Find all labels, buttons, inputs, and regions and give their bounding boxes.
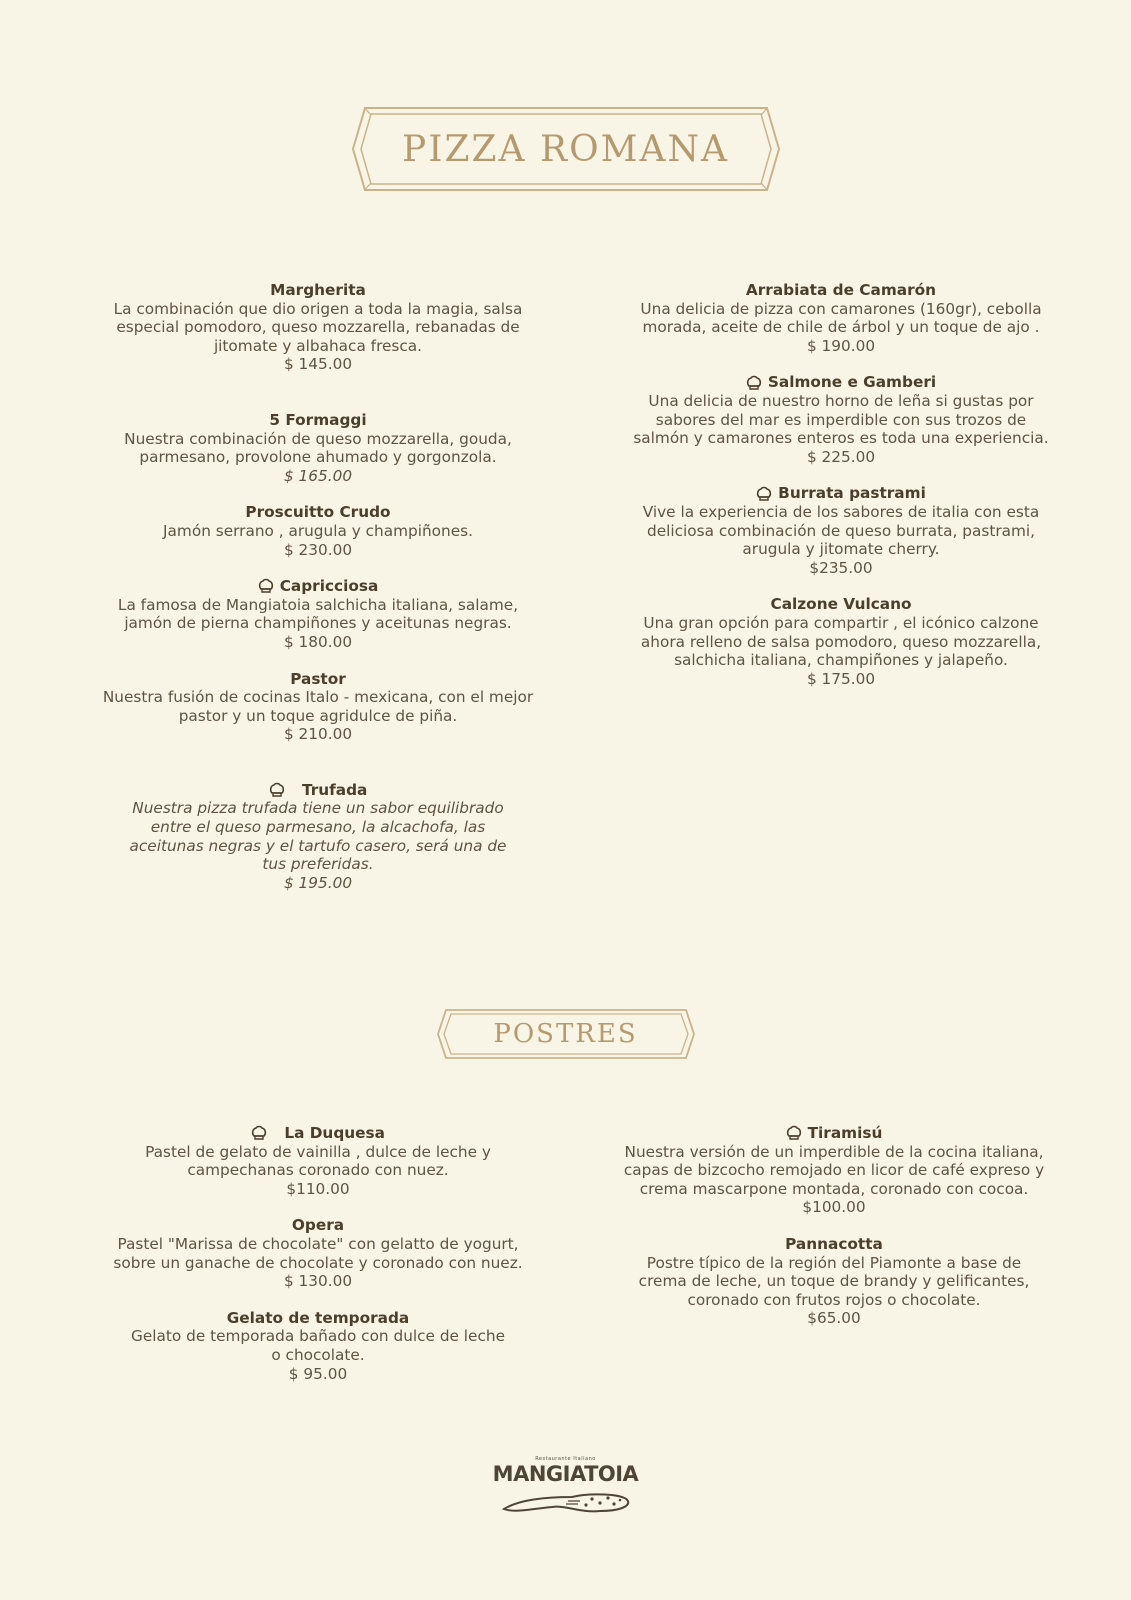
item-price: $ 180.00 — [283, 632, 353, 651]
chef-hat-icon — [786, 1125, 802, 1141]
item-description: Jamón serrano , arugula y champiñones. — [163, 521, 473, 540]
item-name: Margherita — [270, 281, 366, 299]
item-price: $65.00 — [807, 1309, 861, 1328]
item-description: Una delicia de pizza con camarones (160gr), cebolla morada, aceite de chile de árbol y un toque de ajo . — [640, 299, 1042, 337]
chef-hat-icon — [251, 1125, 267, 1141]
item-name: La Duquesa — [112, 1124, 524, 1143]
item-price: $ 225.00 — [806, 447, 876, 466]
menu-item — [620, 373, 1062, 466]
item-price: $ 95.00 — [288, 1364, 348, 1383]
item-price: $ 210.00 — [283, 725, 353, 744]
item-price: $ 130.00 — [283, 1272, 353, 1291]
chef-hat-icon — [269, 782, 285, 798]
pizza-section-title: PIZZA ROMANA — [402, 128, 729, 170]
pizza-right-column — [620, 281, 1062, 688]
menu-item — [112, 1124, 524, 1198]
item-price: $ 190.00 — [806, 336, 876, 355]
pizza-left-column — [100, 281, 536, 892]
dessert-left-column — [112, 1124, 524, 1383]
item-description: Una gran opción para compartir , el icónico calzone ahora relleno de salsa pomodoro, queso mozzarella, salchicha italiana, champiñones y jalapeño. — [640, 613, 1042, 670]
item-description: Nuestra pizza trufada tiene un sabor equilibrado entre el queso parmesano, la alcachofa, las aceitunas negras y el tartufo casero, será una de tus preferidas. — [129, 799, 507, 874]
item-name: Calzone Vulcano — [770, 595, 912, 614]
chef-hat-icon — [258, 578, 274, 594]
logo-name: MANGIATOIA — [492, 1462, 639, 1486]
chef-hat-icon — [756, 486, 772, 502]
item-description: Vive la experiencia de los sabores de italia con esta deliciosa combinación de queso burrata, pastrami, arugula y jitomate cherry. — [642, 502, 1040, 559]
item-description: Una delicia de nuestro horno de leña si gustas por sabores del mar es imperdible con sus trozos de salmón y camarones enteros es toda una experiencia. — [633, 391, 1049, 448]
pizza-section-header — [0, 106, 1131, 192]
item-description: La combinación que dio origen a toda la magia, salsa especial pomodoro, queso mozzarella, rebanadas de jitomate y albahaca fresca. — [113, 299, 523, 355]
item-description: Postre típico de la región del Piamonte a base de crema de leche, un toque de brandy y gelificantes, coronado con frutos rojos o chocolate. — [638, 1253, 1030, 1309]
item-description: La famosa de Mangiatoia salchicha italiana, salame, jamón de pierna champiñones y aceitunas negras. — [117, 595, 519, 633]
menu-item — [100, 281, 536, 374]
menu-item — [100, 411, 536, 485]
logo-tagline: Restaurante Italiano — [535, 1456, 596, 1462]
dessert-section-header — [0, 1009, 1131, 1059]
menu-item — [100, 670, 536, 744]
item-name: Gelato de temporada — [226, 1308, 410, 1327]
item-price: $ 145.00 — [283, 355, 353, 374]
item-price: $110.00 — [286, 1179, 350, 1198]
item-name: Burrata pastrami — [628, 484, 1054, 503]
menu-item — [100, 577, 536, 651]
item-price: $ 230.00 — [283, 540, 353, 559]
item-name: 5 Formaggi — [269, 410, 367, 429]
item-price: $ 165.00 — [283, 466, 353, 485]
item-description: Pastel "Marissa de chocolate" con gelatto de yogurt, sobre un ganache de chocolate y coronado con nuez. — [113, 1234, 523, 1272]
item-name: Trufada — [116, 781, 520, 800]
item-description: Nuestra fusión de cocinas Italo - mexicana, con el mejor pastor y un toque agridulce de piña. — [102, 688, 534, 725]
item-name: Salmone e Gamberi — [628, 373, 1054, 392]
dessert-section-title: POSTRES — [493, 1019, 638, 1049]
menu-item — [112, 1309, 524, 1383]
dessert-right-column — [612, 1124, 1056, 1328]
item-name: Arrabiata de Camarón — [745, 281, 937, 299]
item-price: $ 175.00 — [806, 669, 876, 688]
item-price: $100.00 — [802, 1198, 866, 1217]
menu-item — [100, 503, 536, 559]
dessert-title-frame — [437, 1009, 695, 1059]
item-description: Nuestra combinación de queso mozzarella, gouda, parmesano, provolone ahumado y gorgonzola. — [124, 429, 512, 467]
item-description: Gelato de temporada bañado con dulce de leche o chocolate. — [131, 1327, 505, 1364]
item-name: Proscuitto Crudo — [245, 503, 391, 522]
menu-item — [620, 484, 1062, 577]
menu-item — [612, 1124, 1056, 1217]
item-name: Pastor — [290, 669, 346, 688]
item-name: Pannacotta — [785, 1234, 883, 1253]
item-name: Opera — [291, 1216, 345, 1235]
menu-item — [612, 1235, 1056, 1328]
menu-item — [112, 1216, 524, 1290]
item-description: Nuestra versión de un imperdible de la cocina italiana, capas de bizcocho remojado en licor de café expreso y crema mascarpone montada, coronado con cocoa. — [623, 1142, 1045, 1198]
menu-item — [620, 595, 1062, 688]
menu-item — [100, 781, 536, 893]
menu-item — [620, 281, 1062, 355]
pizza-title-frame — [351, 106, 781, 192]
item-name: Capricciosa — [112, 577, 524, 596]
item-price: $ 195.00 — [283, 873, 353, 892]
restaurant-logo — [0, 1456, 1131, 1515]
item-price: $235.00 — [809, 558, 873, 577]
item-description: Pastel de gelato de vainilla , dulce de leche y campechanas coronado con nuez. — [145, 1142, 491, 1180]
chef-hat-icon — [746, 375, 762, 391]
item-name: Tiramisú — [612, 1124, 1056, 1143]
pizza-peel-icon — [496, 1485, 636, 1515]
